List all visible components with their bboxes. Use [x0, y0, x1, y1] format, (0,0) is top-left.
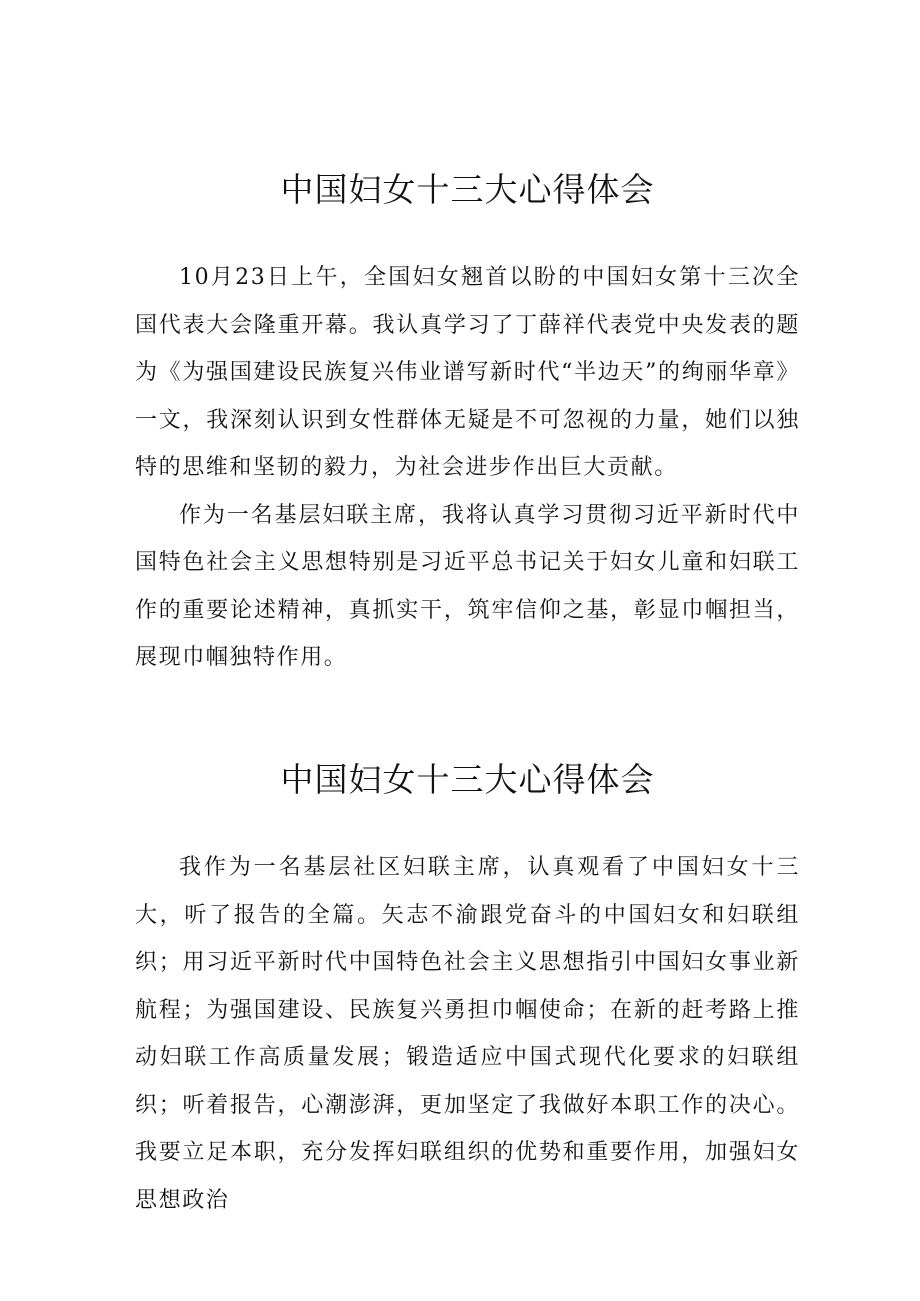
article-title: 中国妇女十三大心得体会: [280, 170, 655, 209]
article-paragraph: 我作为一名基层社区妇联主席，认真观看了中国妇女十三大，听了报告的全篇。矢志不渝跟党奋斗的中国妇女和妇联组织；用习近平新时代中国特色社会主义思想指引中国妇女事业新航程；为强国建设、民族复兴勇担巾帼使命；在新的赶考路上推动妇联工作高质量发展；锻造适应中国式现代化要求的妇联组织；听着报告，心潮澎湃，更加坚定了我做好本职工作的决心。我要立足本职，充分发挥妇联组织的优势和重要作用，加强妇女思想政治: [135, 855, 800, 1213]
article-paragraph: 作为一名基层妇联主席，我将认真学习贯彻习近平新时代中国特色社会主义思想特别是习近平总书记关于妇女儿童和妇联工作的重要论述精神，真抓实干，筑牢信仰之基，彰显巾帼担当，展现巾帼独特作用。: [135, 502, 800, 670]
article-section-2: [135, 750, 800, 1224]
article-section-1: [135, 160, 800, 682]
article-paragraph: 10月23日上午，全国妇女翘首以盼的中国妇女第十三次全国代表大会隆重开幕。我认真学习了丁薛祥代表党中央发表的题为《为强国建设民族复兴伟业谱写新时代“半边天”的绚丽华章》一文，我深刻认识到女性群体无疑是不可忽视的力量，她们以独特的思维和坚韧的毅力，为社会进步作出巨大贡献。: [135, 265, 800, 480]
article-title: 中国妇女十三大心得体会: [280, 760, 655, 799]
